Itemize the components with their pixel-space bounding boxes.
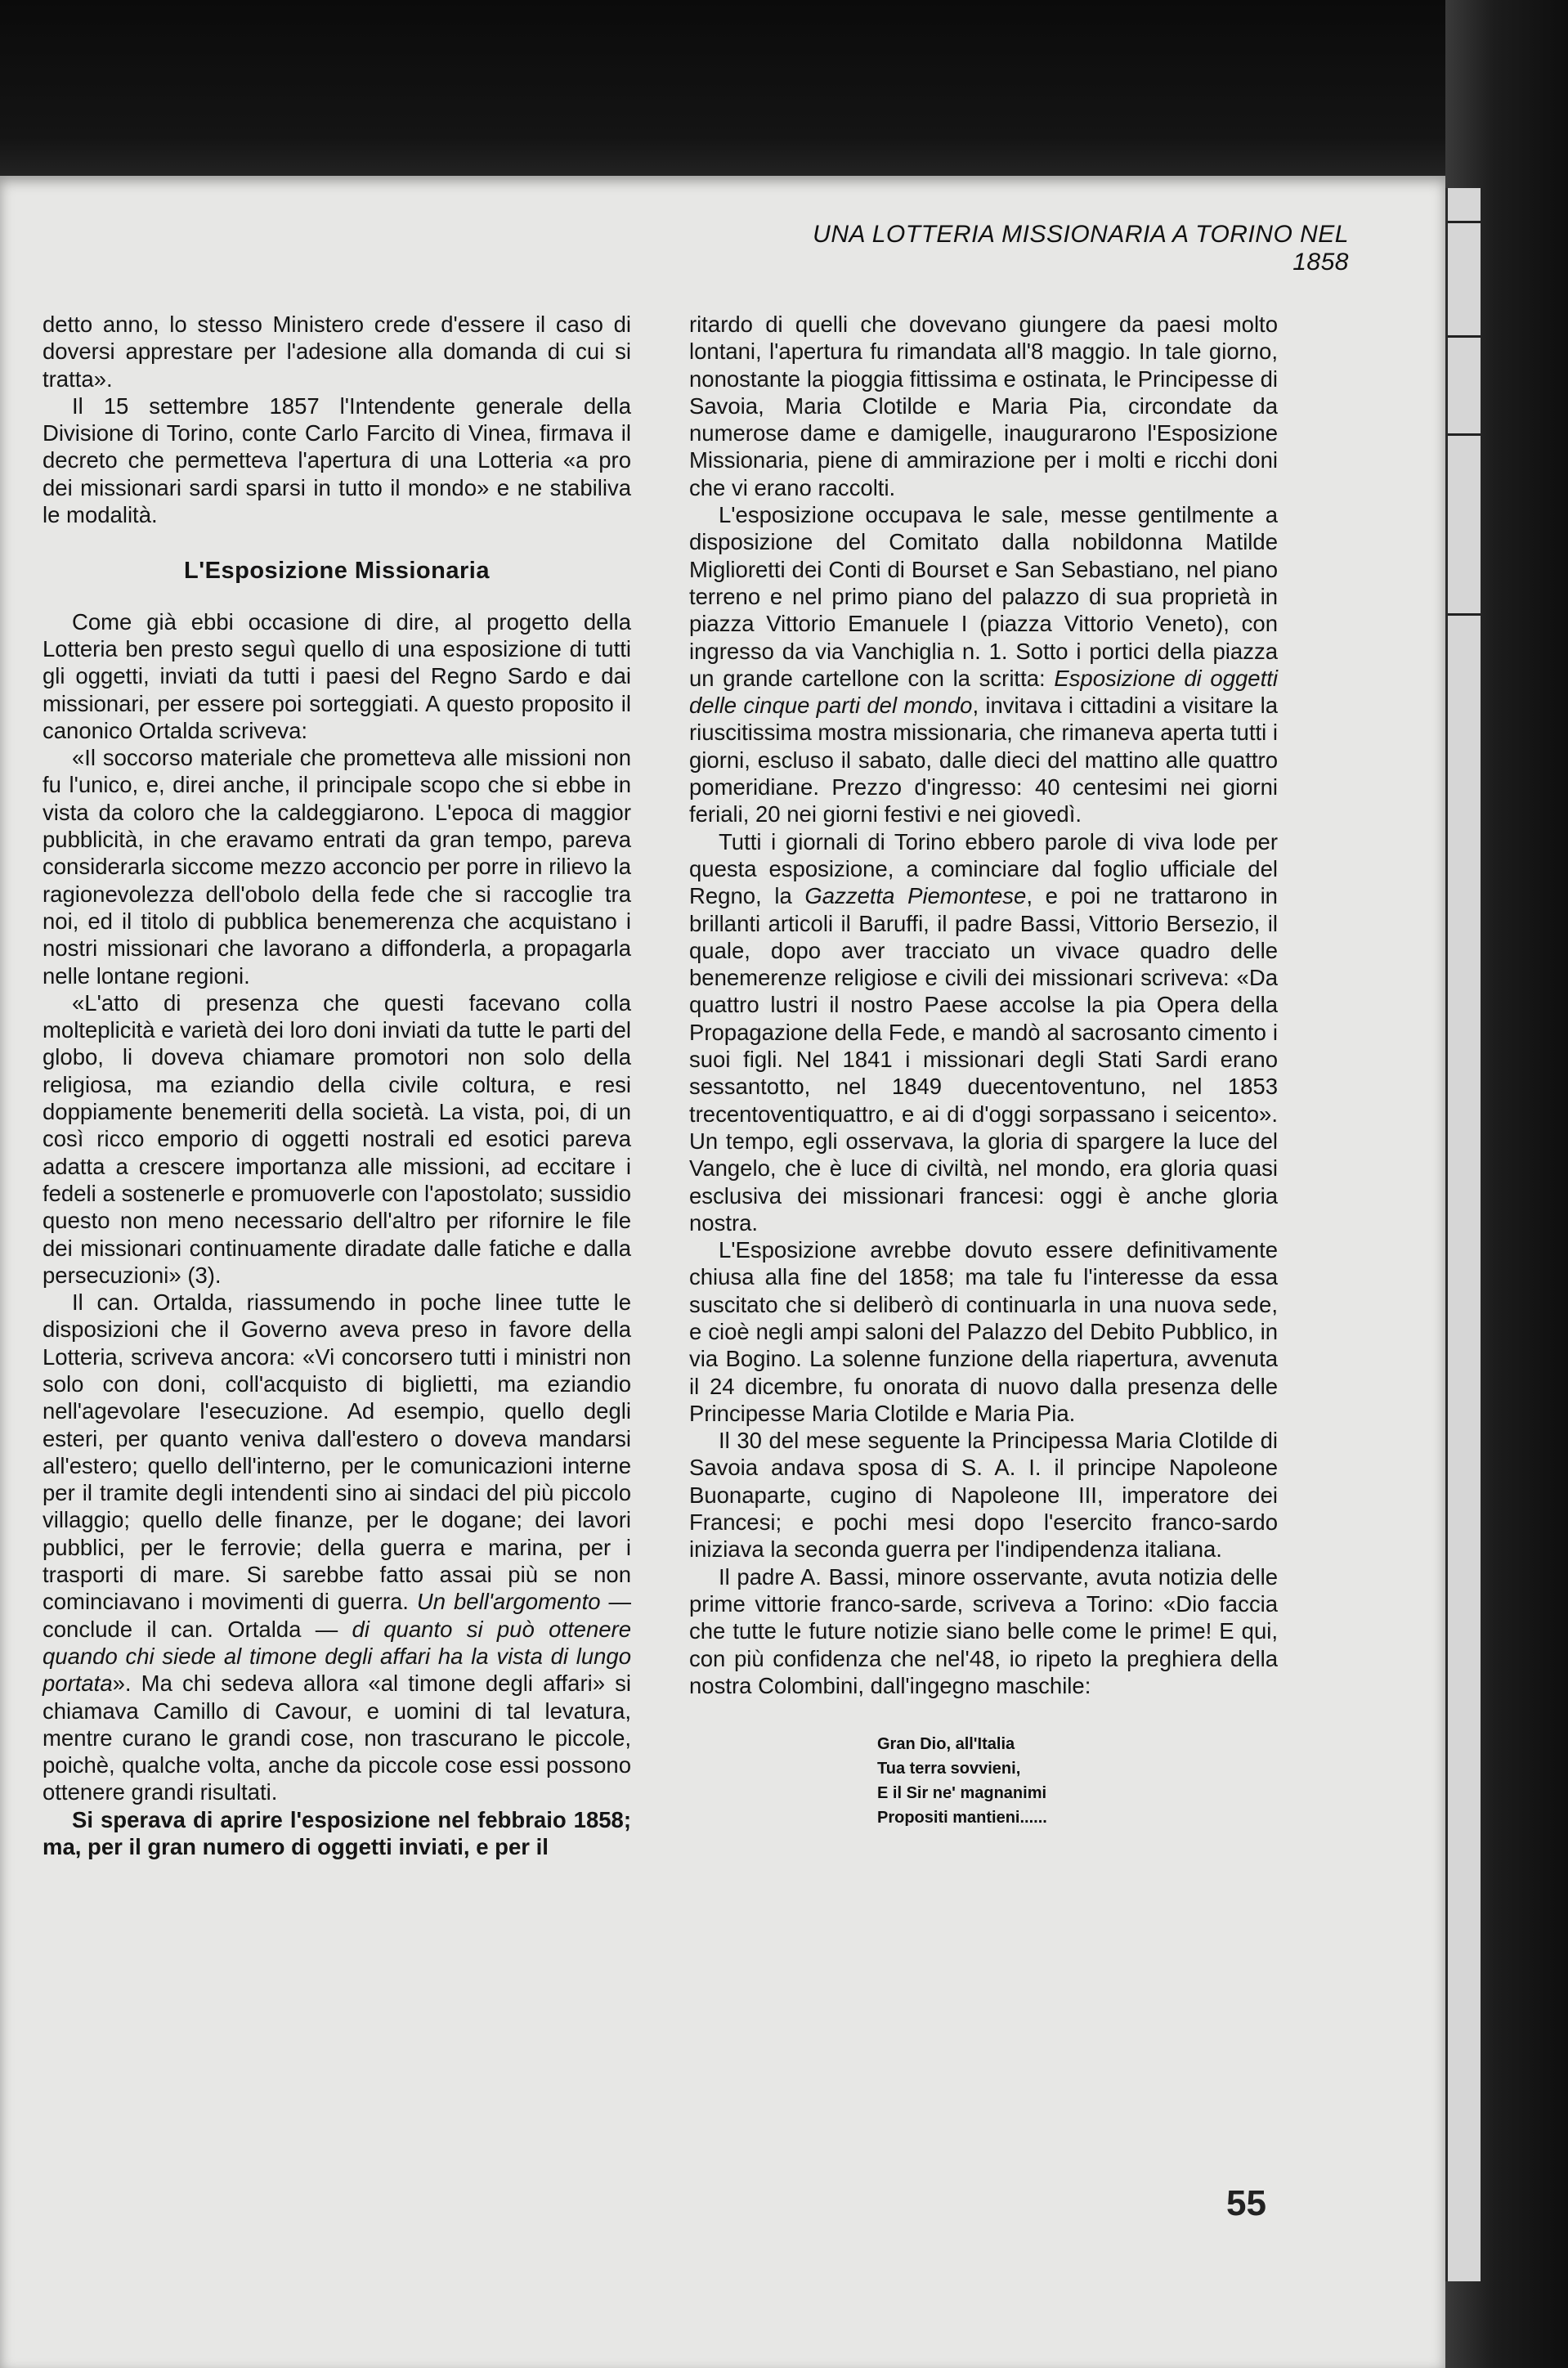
- paragraph: detto anno, lo stesso Ministero crede d'essere il caso di doversi apprestare per l'adesione alla domanda di cui si tratta».: [43, 312, 631, 392]
- running-header: UNA LOTTERIA MISSIONARIA A TORINO NEL 1858: [813, 221, 1349, 276]
- page-number: 55: [1226, 2183, 1266, 2223]
- section-heading: L'Esposizione Missionaria: [184, 558, 490, 585]
- paragraph: L'Esposizione avrebbe dovuto essere definitivamente chiusa alla fine del 1858; ma tale fu l'interesse da essa suscitato che si deliberò di continuarla in una nuova sede, e cioè negli ampi saloni del Palazzo del Debito Pubblico, in via Bogino. La solenne funzione della riapertura, avvenuta il 24 dicembre, fu onorata di nuovo dalla presenza delle Principesse Maria Clotilde e Maria Pia.: [689, 1237, 1278, 1426]
- paragraph: ritardo di quelli che dovevano giungere da paesi molto lontani, l'apertura fu rimandata all'8 maggio. In tale giorno, nonostante la pioggia fittissima e ostinata, le Principesse di Savoia, Maria Clotilde e Maria Pia, circondate da numerose dame e damigelle, inaugurarono l'Esposizione Missionaria, piene di ammirazione per i molti e ricchi doni che vi erano raccolti.: [689, 312, 1278, 500]
- paragraph: Il 15 settembre 1857 l'Intendente generale della Divisione di Torino, conte Carlo Farcito di Vinea, firmava il decreto che permetteva l'apertura di una Lotteria «a pro dei missionari sardi sparsi in tutto il mondo» e ne stabiliva le modalità.: [43, 392, 631, 528]
- paragraph: L'esposizione occupava le sale, messe gentilmente a disposizione del Comitato dalla nobildonna Matilde Miglioretti dei Conti di Bourset e San Sebastiano, nel piano terreno e nel primo piano del palazzo di sua proprietà in piazza Vittorio Emanuele I (piazza Vittorio Veneto), con ingresso da via Vanchiglia n. 1. Sotto i portici della piazza un grande cartellone con la scritta: Esposizione di oggetti delle cinque parti del mondo, invitava i cittadini a visitare la riuscitissima mostra missionaria, che rimaneva aperta tutti i giorni, escluso il sabato, dalle dieci del mattino alle quattro pomeridiane. Prezzo d'ingresso: 40 centesimi nei giorni feriali, 20 nei giorni festivi e nei giovedì.: [689, 502, 1278, 827]
- paragraph: Il can. Ortalda, riassumendo in poche linee tutte le disposizioni che il Governo aveva preso in favore della Lotteria, scriveva ancora: «Vi concorsero tutti i ministri non solo con doni, coll'acquisto di biglietti, ma eziandio nell'agevolare l'esecuzione. Ad esempio, quello degli esteri, per quanto veniva dall'estero o doveva mandarsi all'estero; quello dell'interno, per le comunicazioni interne per il tramite degli intendenti sino ai sindaci del più piccolo villaggio; quello delle finanze, per le dogane; dei lavori pubblici, per le ferrovie; della guerra e marina, per i trasporti di mare. Si sarebbe fatto assai più se non cominciavano i movimenti di guerra. Un bell'argomento — conclude il can. Ortalda — di quanto si può ottenere quando chi siede al timone degli affari ha la vista di lungo portata». Ma chi sedeva allora «al timone degli affari» si chiamava Camillo di Cavour, e uomini di tal levatura, mentre curano le grandi cose, non trascurano le piccole, poichè, qualche volta, anche da piccole cose essi possono ottenere grandi risultati.: [43, 1289, 631, 1805]
- quote-paragraph: «Il soccorso materiale che prometteva alle missioni non fu l'unico, e, direi anche, il principale scopo che si ebbe in vista da coloro che la caldeggiarono. L'epoca di maggior pubblicità, in che eravamo entrati da gran tempo, pareva considerarla siccome mezzo acconcio per porre in rilievo la ragionevolezza dell'obolo della fede che si raccoglie tra noi, ed il titolo di pubblica benemerenza che acquistano i nostri missionari che lavorano a diffonderla, a propagarla nelle lontane regioni.: [43, 745, 631, 989]
- quote-paragraph: «L'atto di presenza che questi facevano colla molteplicità e varietà dei loro doni inviati da tutte le parti del globo, li doveva chiamare promotori non solo della religiosa, ma eziandio della civile coltura, e resi doppiamente benemeriti della società. La vista, poi, di un così ricco emporio di oggetti nostrali ed esotici pareva adatta a crescere importanza alle missioni, ad eccitare i fedeli a sostenerle e promuoverle con l'apostolato; sussidio questo non meno necessario dell'altro per rifornire le file dei missionari continuamente diradate dalle fatiche e dalla persecuzioni» (3).: [43, 989, 631, 1288]
- paragraph: Il padre A. Bassi, minore osservante, avuta notizia delle prime vittorie franco-sarde, scriveva a Torino: «Dio faccia che tutte le future notizie siano belle come le prime! E qui, con più confidenza che nel'48, io ripeto la preghiera della nostra Colombini, dall'ingegno maschile:: [689, 1563, 1278, 1698]
- adjacent-page-edge: [1445, 188, 1481, 2281]
- paragraph: Come già ebbi occasione di dire, al progetto della Lotteria ben presto seguì quello di una esposizione di tutti gli oggetti, inviati da tutti i paesi del Regno Sardo e dai missionari, per essere poi sorteggiati. A questo proposito il canonico Ortalda scriveva:: [43, 608, 631, 743]
- poem-verse: [877, 1732, 1278, 1830]
- poem-line: E il Sir ne' magnanimi: [877, 1784, 1047, 1803]
- right-column: [689, 311, 1278, 1830]
- poem-line: Tua terra sovvieni,: [877, 1760, 1021, 1778]
- paragraph: Il 30 del mese seguente la Principessa Maria Clotilde di Savoia andava sposa di S. A. I. il principe Napoleone Buonaparte, cugino di Napoleone III, imperatore dei Francesi; e pochi mesi dopo l'esercito franco-sardo iniziava la seconda guerra per l'indipendenza italiana.: [689, 1428, 1278, 1563]
- paragraph: Si sperava di aprire l'esposizione nel febbraio 1858; ma, per il gran numero di oggetti inviati, e per il: [43, 1806, 631, 1860]
- poem-line: Propositi mantieni......: [877, 1809, 1047, 1828]
- scan-dark-border-top: [0, 0, 1568, 196]
- left-column: [43, 311, 631, 1860]
- poem-line: Gran Dio, all'Italia: [877, 1735, 1015, 1754]
- paragraph: Tutti i giornali di Torino ebbero parole di viva lode per questa esposizione, a cominciare dal foglio ufficiale del Regno, la Gazzetta Piemontese, e poi ne trattarono in brillanti articoli il Baruffi, il padre Bassi, Vittorio Bersezio, il quale, dopo aver tracciato un vivace quadro delle benemerenze religiose e civili dei missionari scriveva: «Da quattro lustri il nostro Paese accolse la pia Opera della Propagazione della Fede, e mandò al sacrosanto cimento i suoi figli. Nel 1841 i missionari degli Stati Sardi erano sessantotto, nel 1849 duecentoventuno, nel 1853 trecentoventiquattro, e ai di d'oggi sorpassano i seicento». Un tempo, egli osservava, la gloria di spargere la luce del Vangelo, che è luce di civiltà, nel mondo, era gloria quasi esclusiva dei missionari francesi: oggi è anche gloria nostra.: [689, 828, 1278, 1236]
